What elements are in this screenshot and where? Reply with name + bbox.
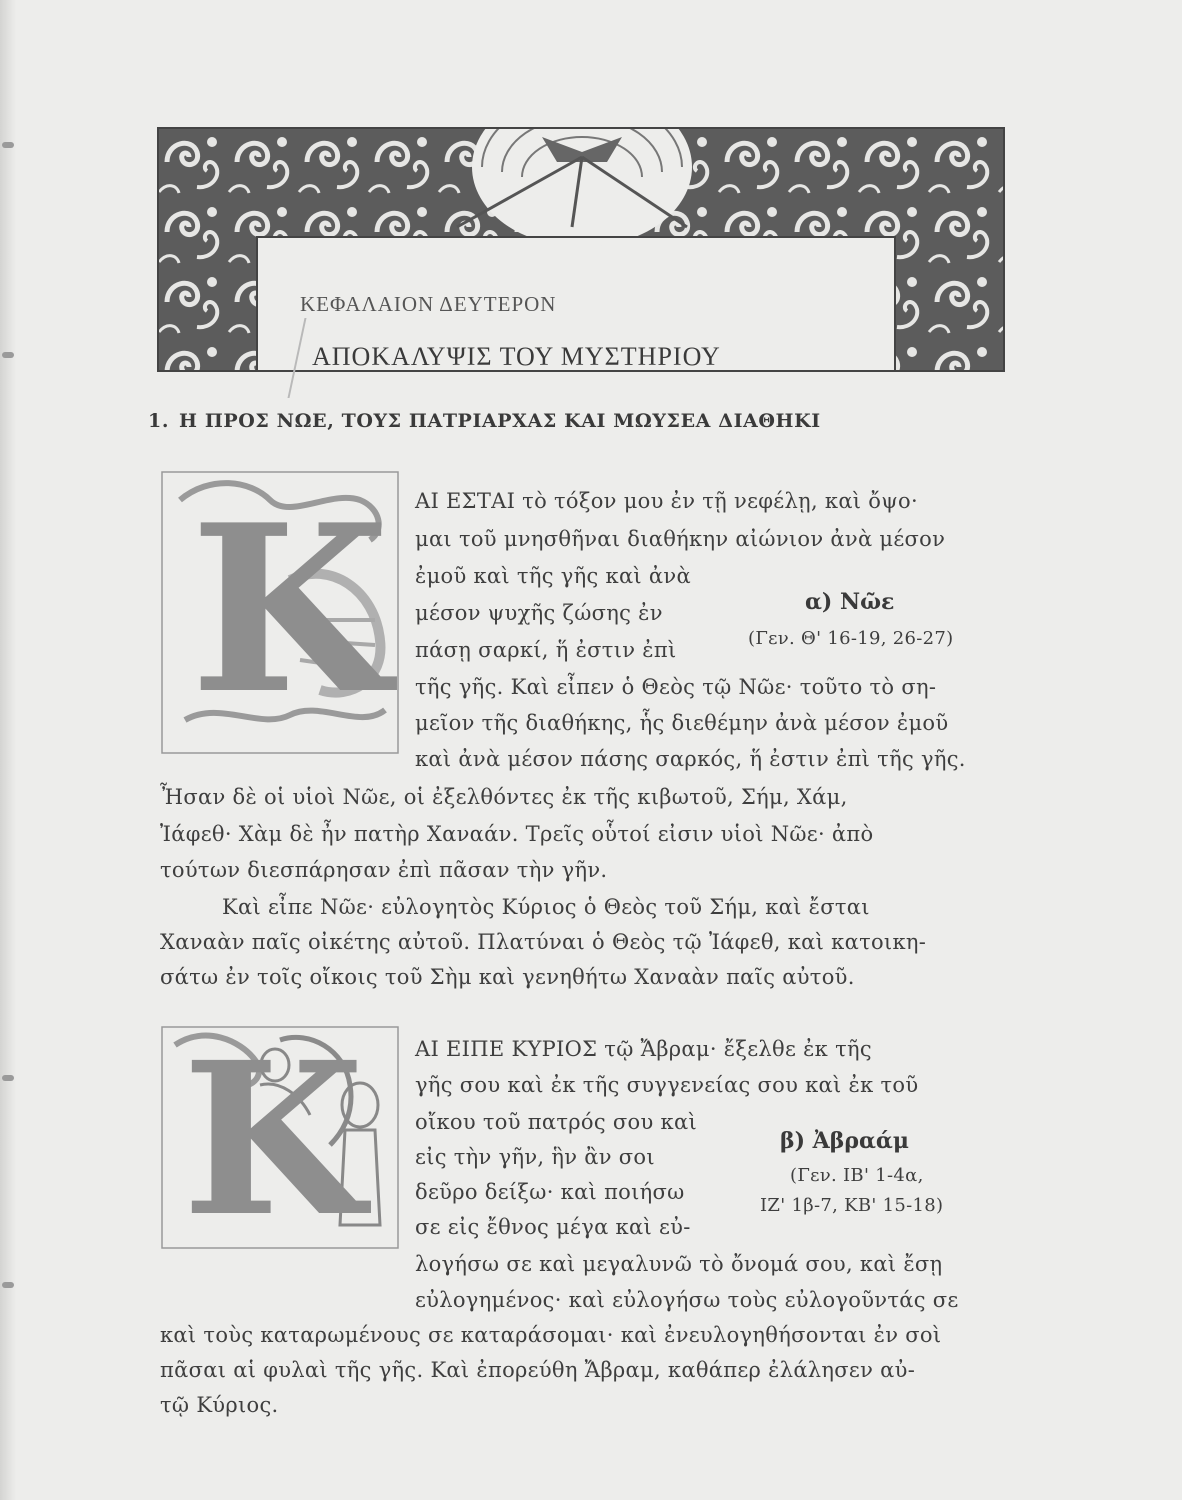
sidenote-ref-avraam-2: ΙΖ' 1β-7, ΚΒ' 15-18) [760,1195,944,1216]
text-line: σε εἰς ἔθνος μέγα καὶ εὐ- [415,1215,691,1239]
text-line: τῆς γῆς. Καὶ εἶπεν ὁ Θεὸς τῷ Νῶε· τοῦτο τὸ ση- [415,675,937,699]
decorated-initial-k [160,1016,400,1263]
text-line: Ἦσαν δὲ οἱ υἱοὶ Νῶε, οἱ ἐξελθόντες ἐκ τῆς κιβωτοῦ, Σήμ, Χάμ, [160,785,848,809]
text-line: πάσῃ σαρκί, ἥ ἐστιν ἐπὶ [415,638,677,662]
text-line: ἐμοῦ καὶ τῆς γῆς καὶ ἀνὰ [415,564,691,588]
chapter-header-ornament [157,127,1005,372]
text-line: Ἰάφεθ· Χὰμ δὲ ἦν πατὴρ Χαναάν. Τρεῖς οὗτοί εἰσιν υἱοὶ Νῶε· ἀπὸ [160,822,874,846]
text-line: Χαναὰν παῖς οἰκέτης αὐτοῦ. Πλατύναι ὁ Θεὸς τῷ Ἰάφεθ, καὶ κατοικη- [160,930,927,954]
text-line: εἰς τὴν γῆν, ἣν ἂν σοι [415,1145,655,1169]
page-edge [0,0,16,1500]
chapter-label: ΚΕΦΑΛΑΙΟΝ ΔΕΥΤΕΡΟΝ [300,292,557,316]
text-line: μέσον ψυχῆς ζώσης ἐν [415,601,663,625]
text-line: μαι τοῦ μνησθῆναι διαθήκην αἰώνιον ἀνὰ μέσον [415,527,946,551]
binding-mark [2,352,14,358]
text-line: καὶ τοὺς καταρωμένους σε καταράσομαι· καὶ ἐνευλογηθήσονται ἐν σοὶ [160,1323,942,1347]
sidenote-title-noe: α) Νῶε [805,589,895,615]
text-line: δεῦρο δείξω· καὶ ποιήσω [415,1180,685,1204]
binding-mark [2,1282,14,1288]
text-line: μεῖον τῆς διαθήκης, ἧς διεθέμην ἀνὰ μέσον ἐμοῦ [415,711,949,735]
binding-mark [2,1075,14,1081]
sidenote-title-avraam: β) Ἀβραάμ [780,1128,909,1154]
text-line: εὐλογημένος· καὶ εὐλογήσω τοὺς εὐλογοῦντάς σε [415,1288,959,1312]
binding-mark [2,142,14,148]
section-number: 1. [148,410,170,432]
initial-letter-k: K [190,475,390,745]
text-line: ΑΙ ΕΙΠΕ ΚΥΡΙΟΣ τῷ Ἄβραμ· ἔξελθε ἐκ τῆς [415,1037,872,1061]
text-line: γῆς σου καὶ ἐκ τῆς συγγενείας σου καὶ ἐκ τοῦ [415,1073,919,1097]
section-heading [148,410,1008,432]
text-line: καὶ ἀνὰ μέσον πάσης σαρκός, ἥ ἐστιν ἐπὶ τῆς γῆς. [415,747,966,771]
text-line: ΑΙ ΕΣΤΑΙ τὸ τόξον μου ἐν τῇ νεφέλῃ, καὶ ὄψο· [415,489,918,513]
sidenote-ref-avraam-1: (Γεν. ΙΒ' 1-4α, [790,1165,924,1186]
text-line: οἴκου τοῦ πατρός σου καὶ [415,1110,697,1134]
text-line: λογήσω σε καὶ μεγαλυνῶ τὸ ὄνομά σου, καὶ ἔσῃ [415,1252,943,1276]
decorated-initial-k [160,470,400,755]
chapter-title: ΑΠΟΚΑΛΥΨΙΣ ΤΟΥ ΜΥΣΤΗΡΙΟΥ [312,342,721,371]
text-line: τούτων διεσπάρησαν ἐπὶ πᾶσαν τὴν γῆν. [160,858,608,882]
initial-letter-k: K [182,1016,365,1263]
text-line: τῷ Κύριος. [160,1393,279,1417]
sidenote-ref-noe: (Γεν. Θ' 16-19, 26-27) [748,628,954,649]
text-line: πᾶσαι αἱ φυλαὶ τῆς γῆς. Καὶ ἐπορεύθη Ἄβραμ, καθάπερ ἐλάλησεν αὐ- [160,1358,916,1382]
text-line: σάτω ἐν τοῖς οἴκοις τοῦ Σὴμ καὶ γενηθήτω Χαναὰν παῖς αὐτοῦ. [160,965,855,989]
text-line: Καὶ εἶπε Νῶε· εὐλογητὸς Κύριος ὁ Θεὸς τοῦ Σήμ, καὶ ἔσται [222,895,870,919]
section-title: Η ΠΡΟΣ ΝΩΕ, ΤΟΥΣ ΠΑΤΡΙΑΡΧΑΣ ΚΑΙ ΜΩΥΣΕΑ ΔΙΑΘΗΚΙ [179,410,821,432]
